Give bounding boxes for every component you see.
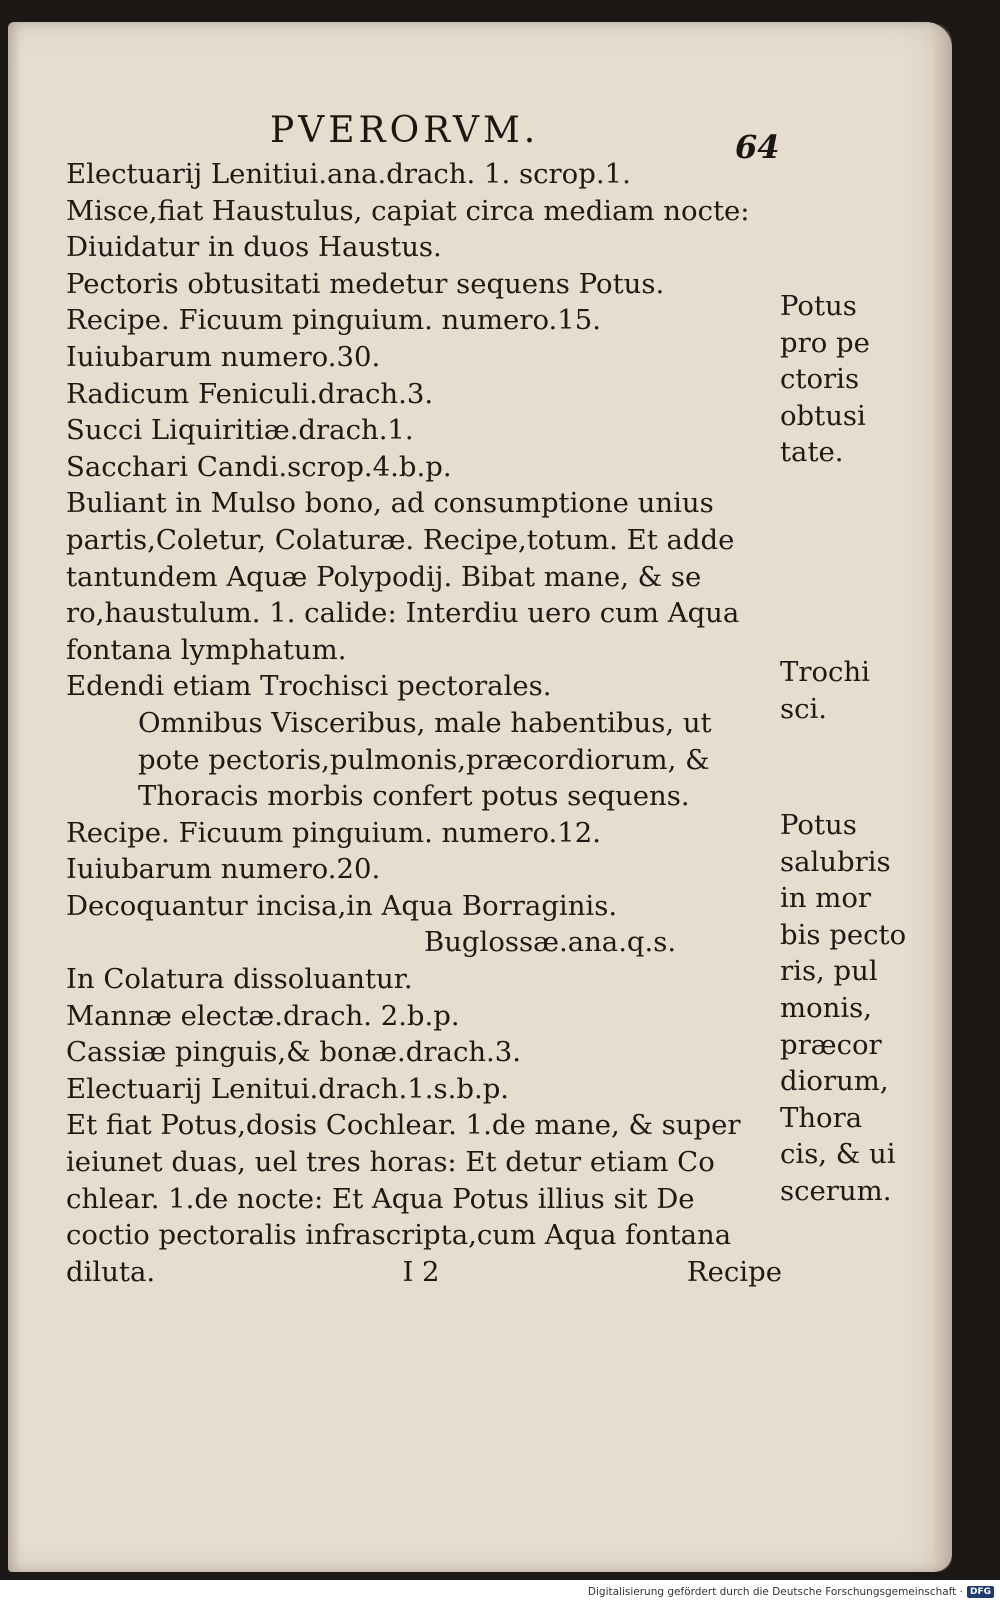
marginal-note-line: tate.	[780, 436, 844, 469]
marginal-note-line: in mor	[780, 882, 872, 915]
text-line: Pectoris obtusitati medetur sequens Potus.	[66, 267, 665, 300]
text-line: chlear. 1.de nocte: Et Aqua Potus illius sit De	[66, 1182, 695, 1215]
marginal-note-line: Potus	[780, 809, 857, 841]
text-line: ieiunet duas, uel tres horas: Et detur etiam Co	[66, 1146, 715, 1179]
text-line: ro,haustulum. 1. calide: Interdiu uero cum Aqua	[66, 597, 740, 630]
marginal-note-line: præcor	[780, 1028, 882, 1061]
marginal-note-line: obtusi	[780, 399, 866, 432]
text-line: fontana lymphatum.	[66, 633, 347, 666]
text-line: Thoracis morbis confert potus sequens.	[138, 780, 690, 813]
marginal-note-trochisci	[780, 654, 930, 727]
marginal-note-line: sci.	[780, 692, 828, 725]
text-line: Recipe. Ficuum pinguium. numero.12.	[66, 816, 602, 849]
marginal-note-line: pro pe	[780, 326, 870, 359]
marginal-note-line: cis, & ui	[780, 1138, 896, 1171]
text-line: Buliant in Mulso bono, ad consumptione unius	[66, 487, 714, 520]
text-line: Succi Liquiritiæ.drach.1.	[66, 414, 414, 447]
dfg-logo: DFG	[967, 1586, 994, 1598]
text-line: coctio pectoralis infrascripta,cum Aqua fontana	[66, 1219, 732, 1252]
text-line: Recipe. Ficuum pinguium. numero.15.	[66, 304, 602, 337]
page-edge-shadow	[932, 22, 952, 1572]
book-page	[8, 22, 952, 1572]
text-line: Buglossæ.ana.q.s.	[424, 926, 677, 959]
text-line: Mannæ electæ.drach. 2.b.p.	[66, 999, 460, 1032]
marginal-note-potus-pectoris	[780, 288, 930, 471]
marginal-note-line: Potus	[780, 290, 857, 322]
marginal-note-line: bis pecto	[780, 918, 907, 951]
marginal-note-line: salubris	[780, 845, 891, 878]
marginal-note-line: scerum.	[780, 1174, 892, 1207]
text-line: In Colatura dissoluantur.	[66, 963, 413, 996]
text-line: partis,Coletur, Colaturæ. Recipe,totum. Et adde	[66, 523, 735, 556]
digitization-footer	[0, 1580, 1000, 1604]
text-line: tantundem Aquæ Polypodij. Bibat mane, & se	[66, 560, 702, 593]
folio-number: 64	[735, 128, 780, 166]
text-line: Electuarij Lenitui.drach.1.s.b.p.	[66, 1072, 510, 1105]
text-line: Radicum Feniculi.drach.3.	[66, 377, 434, 410]
text-line: Diuidatur in duos Haustus.	[66, 231, 442, 264]
last-text-word: diluta.	[66, 1255, 156, 1288]
text-line: Omnibus Visceribus, male habentibus, ut	[138, 706, 712, 739]
text-line: Edendi etiam Trochisci pectorales.	[66, 670, 552, 703]
text-line: Sacchari Candi.scrop.4.b.p.	[66, 450, 452, 483]
marginal-note-potus-salubris	[780, 807, 930, 1210]
marginal-note-line: monis,	[780, 991, 872, 1024]
marginal-note-line: Trochi	[780, 656, 870, 688]
text-line: Decoquantur incisa,in Aqua Borraginis.	[66, 889, 618, 922]
footer-credit: Digitalisierung gefördert durch die Deutsche Forschungsgemeinschaft ·	[587, 1586, 963, 1598]
marginal-note-line: ctoris	[780, 363, 860, 396]
text-line: Misce,fiat Haustulus, capiat circa mediam nocte:	[66, 194, 750, 227]
marginal-note-line: ris, pul	[780, 955, 878, 988]
text-line: Iuiubarum numero.20.	[66, 853, 381, 886]
text-line: Cassiæ pinguis,& bonæ.drach.3.	[66, 1036, 522, 1069]
main-text-block	[66, 156, 786, 1290]
running-head: PVERORVM.	[270, 110, 540, 151]
catchword: Recipe	[686, 1255, 782, 1288]
signature-mark: I 2	[402, 1255, 440, 1288]
marginal-note-line: diorum,	[780, 1065, 889, 1098]
text-line: Electuarij Lenitiui.ana.drach. 1. scrop.1.	[66, 158, 631, 190]
text-line: pote pectoris,pulmonis,præcordiorum, &	[138, 743, 710, 776]
signature-line	[66, 1254, 786, 1291]
text-line: Iuiubarum numero.30.	[66, 340, 381, 373]
text-line: Et fiat Potus,dosis Cochlear. 1.de mane, & super	[66, 1109, 741, 1142]
marginal-note-line: Thora	[780, 1101, 863, 1134]
